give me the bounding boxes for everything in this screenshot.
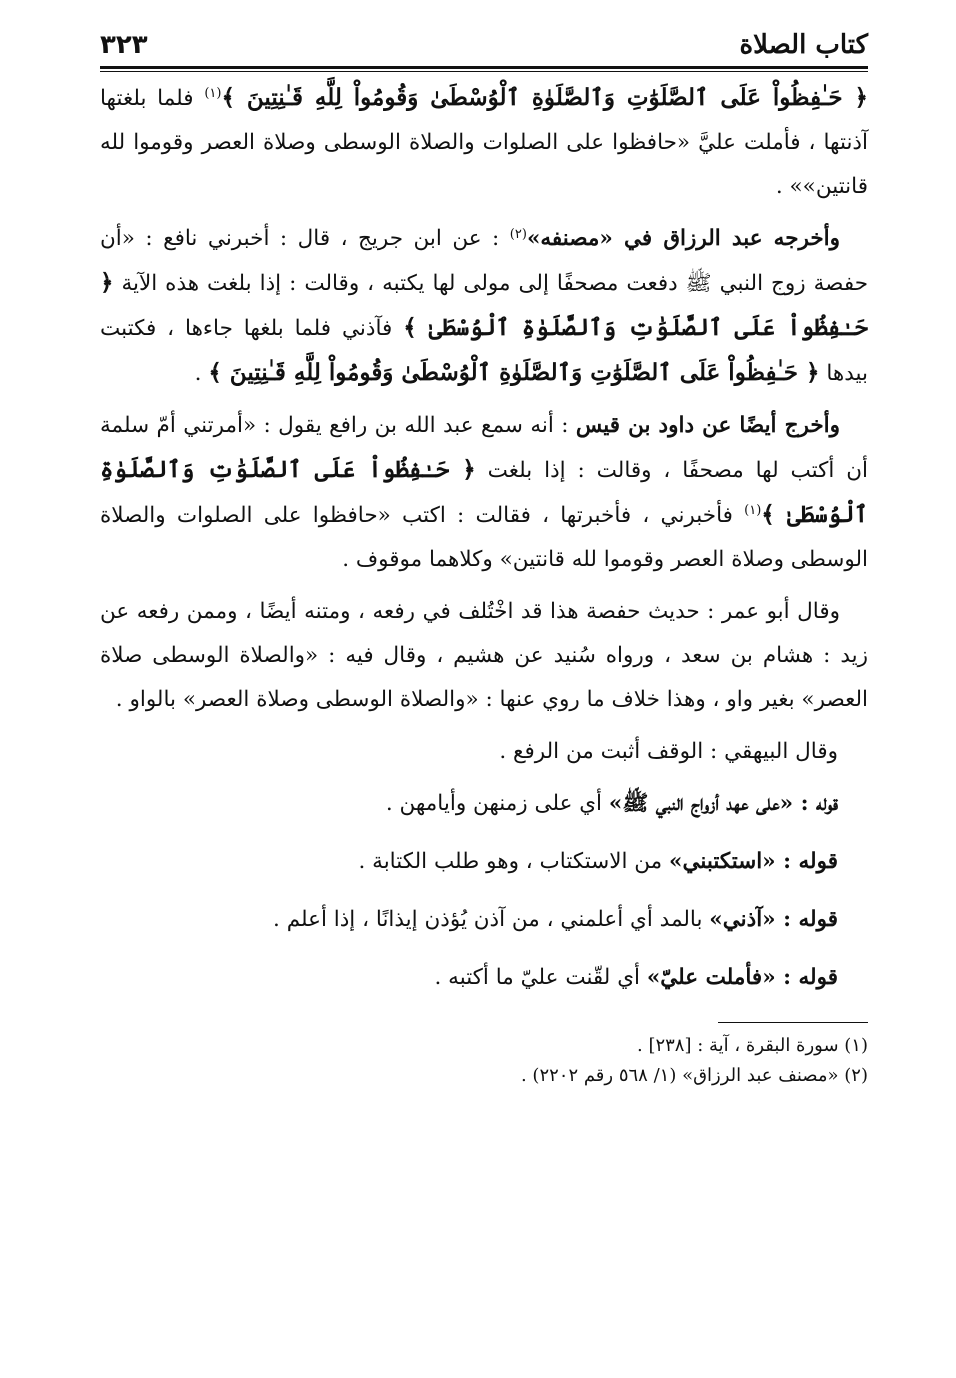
quran-verse: ﴿ حَـٰفِظُواْ عَلَى ٱلصَّلَوَٰتِ وَٱلصَّلَوٰةِ ٱلْوُسْطَىٰ ﴾ bbox=[100, 269, 868, 341]
footnote-separator bbox=[718, 1022, 868, 1023]
paragraph-1 bbox=[100, 76, 868, 209]
paragraph-text: فلما بلغتها آذنتها ، فأملت عليَّ «حافظوا على الصلوات والصلاة الوسطى وصلاة العصر وقوموا لله قانتين»» . bbox=[100, 86, 868, 199]
paragraph-text: : عن ابن جريج ، قال : أخبرني نافع : «أن حفصة زوج النبي ﷺ دفعت مصحفًا إلى مولى لها يكتبه ، وقالت : إذا بلغت هذه الآية bbox=[100, 226, 868, 296]
paragraph-text: . bbox=[194, 361, 209, 386]
quran-verse: ﴿ حَـٰفِظُواْ عَلَى ٱلصَّلَوَٰتِ وَٱلصَّلَوٰةِ ٱلْوُسْطَىٰ وَقُومُواْ لِلَّهِ قَـٰنِتِينَ ﴾ bbox=[221, 84, 869, 111]
note-1 bbox=[100, 782, 838, 826]
paragraph-4 bbox=[100, 590, 868, 722]
note-text: من الاستكتاب ، وهو طلب الكتابة . bbox=[358, 849, 670, 874]
running-title: كتاب الصلاة bbox=[739, 30, 868, 60]
paragraph-lead: وأخرج أيضًا عن داود بن قيس bbox=[575, 413, 840, 438]
page-number: ٣٢٣ bbox=[100, 30, 148, 60]
footnote-ref: (٢) bbox=[509, 227, 527, 242]
paragraph-text: وقال أبو عمر : حديث حفصة هذا قد اخْتُلف في رفعه ، ومتنه أيضًا ، وممن رفعه عن زيد : هشام بن سعد ، ورواه سُنيد عن هشيم ، وقال فيه : «والصلاة الوسطى صلاة العصر» بغير واو ، وهذا خلاف ما روي عنها : «والصلاة الوسطى وصلاة العصر» بالواو . bbox=[100, 599, 868, 712]
note-lead: قوله : «على عهد أزواج النبي ﷺ» bbox=[608, 791, 838, 816]
header-rule-thick bbox=[100, 66, 868, 69]
note-text: بالمد أي أعلمني ، من آذن يُؤذن إيذانًا ، إذا أعلم . bbox=[273, 907, 710, 932]
main-text bbox=[100, 76, 868, 1000]
quran-verse: ﴿ حَـٰفِظُواْ عَلَى ٱلصَّلَوَٰتِ وَٱلصَّلَوٰةِ ٱلْوُسْطَىٰ ﴾ bbox=[100, 456, 868, 528]
footnote-ref: (١) bbox=[204, 86, 222, 101]
note-4 bbox=[100, 956, 838, 1000]
paragraph-lead: وأخرجه عبد الرزاق في «مصنفه» bbox=[526, 226, 840, 251]
header-rule-thin bbox=[100, 71, 868, 72]
note-lead: قوله : «فأملت عليّ» bbox=[646, 965, 838, 990]
footnote-2: (٢) «مصنف عبد الرزاق» (١/ ٥٦٨ رقم ٢٢٠٢) . bbox=[520, 1065, 868, 1086]
footnote-ref: (١) bbox=[744, 503, 762, 518]
paragraph-3 bbox=[100, 404, 868, 582]
paragraph-text: فأخبرني ، فأخبرتها ، فقالت : اكتب «حافظوا على الصلوات والصلاة الوسطى وصلاة العصر وقوموا لله قانتين» وكلاهما موقوف . bbox=[100, 503, 868, 572]
paragraph-text: فآذني فلما بلغها جاءها ، فكتبت بيدها bbox=[100, 316, 868, 386]
footnote-1: (١) سورة البقرة ، آية : [٢٣٨] . bbox=[637, 1035, 868, 1056]
note-text: أي لقّنت عليّ ما أكتبه . bbox=[434, 965, 647, 990]
note-lead: قوله : «آذني» bbox=[709, 907, 838, 932]
note-3 bbox=[100, 898, 838, 942]
paragraph-2 bbox=[100, 217, 868, 396]
quran-verse: ﴿ حَـٰفِظُواْ عَلَى ٱلصَّلَوَٰتِ وَٱلصَّلَوٰةِ ٱلْوُسْطَىٰ وَقُومُواْ لِلَّهِ قَـٰنِتِينَ ﴾ bbox=[208, 359, 820, 386]
note-text: أي على زمنهن وأيامهن . bbox=[385, 791, 609, 816]
note-2 bbox=[100, 840, 838, 884]
paragraph-text: : أنه سمع عبد الله بن رافع يقول : «أمرتني أمّ سلمة أن أكتب لها مصحفًا ، وقالت : إذا بلغت bbox=[100, 413, 868, 483]
footnotes bbox=[100, 1031, 868, 1091]
paragraph-text: وقال البيهقي : الوقف أثبت من الرفع . bbox=[499, 739, 838, 764]
paragraph-5 bbox=[100, 730, 838, 774]
page-header bbox=[100, 24, 868, 60]
page bbox=[100, 24, 868, 1091]
note-lead: قوله : «استكتبني» bbox=[669, 849, 838, 874]
